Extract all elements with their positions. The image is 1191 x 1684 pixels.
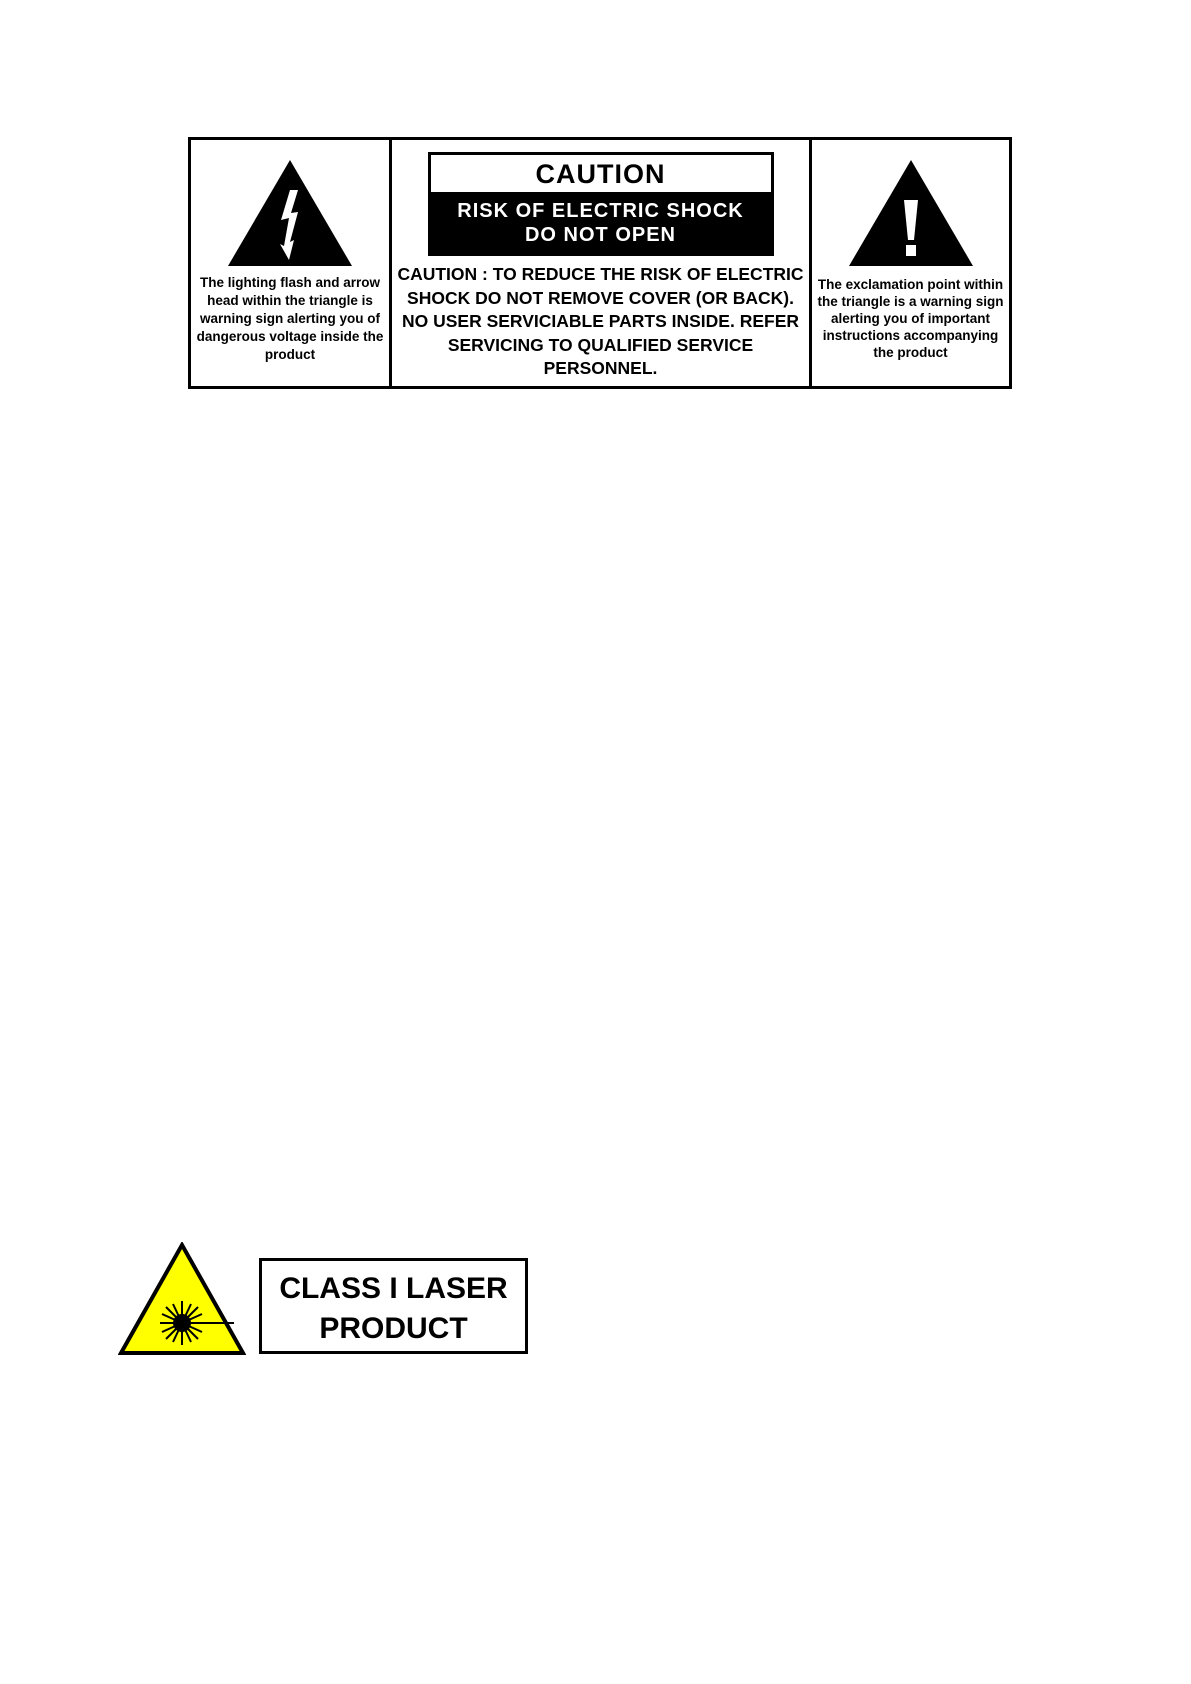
lightning-description: The lighting flash and arrow head within the triangle is warning sign alerting you of dangerous voltage inside the product (196, 275, 384, 362)
caution-subtitle-line1: RISK OF ELECTRIC SHOCK (457, 200, 744, 222)
caution-subtitle (431, 192, 771, 253)
caution-body: CAUTION : TO REDUCE THE RISK OF ELECTRIC SHOCK DO NOT REMOVE COVER (OR BACK). NO USER SERVICIABLE PARTS INSIDE. REFER SERVICING TO QUALIFIED SERVICE PERSONNEL. (397, 264, 804, 378)
laser-class-label (259, 1258, 528, 1354)
caution-subtitle-line2: DO NOT OPEN (524, 224, 676, 246)
caution-label-box (428, 152, 774, 256)
caution-cell (392, 140, 812, 386)
caution-panel (188, 137, 1012, 389)
exclamation-warning-icon (849, 160, 973, 266)
exclamation-cell (812, 140, 1009, 386)
laser-label-line1: CLASS I LASER (279, 1272, 508, 1305)
laser-warning-icon (118, 1242, 246, 1356)
exclamation-description: The exclamation point within the triangle is a warning sign alerting you of important instructions accompanying the product (817, 277, 1004, 360)
lightning-warning-icon (228, 160, 352, 266)
caution-title: CAUTION (535, 159, 666, 189)
lightning-cell (191, 140, 392, 386)
laser-label-line2: PRODUCT (319, 1312, 468, 1345)
